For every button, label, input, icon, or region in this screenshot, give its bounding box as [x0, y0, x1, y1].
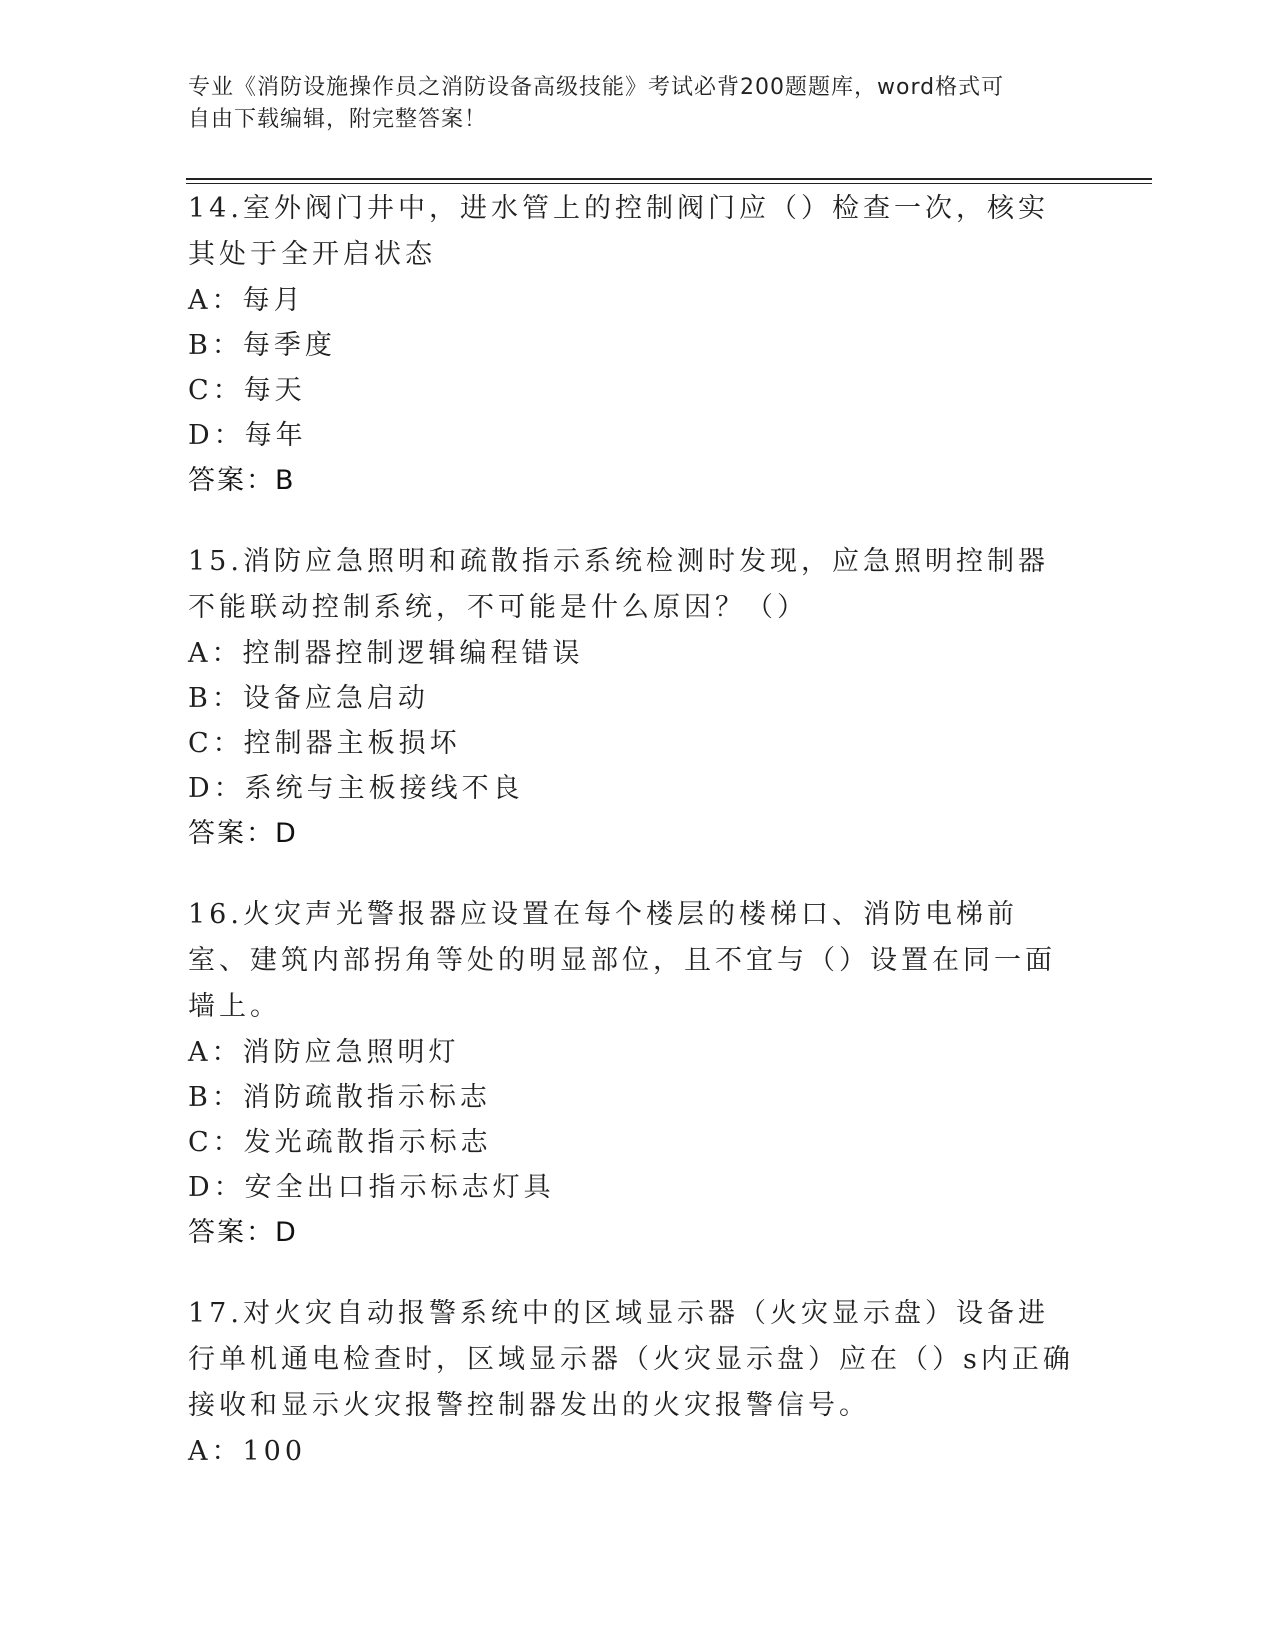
- header-divider-thick: [186, 178, 1152, 180]
- question-15: [188, 539, 1078, 857]
- question-stem: 17.对火灾自动报警系统中的区域显示器（火灾显示盘）设备进行单机通电检查时，区域显示器（火灾显示盘）应在（）s内正确接收和显示火灾报警控制器发出的火灾报警信号。: [188, 1298, 1074, 1421]
- option-d: D：每年: [188, 420, 307, 451]
- answer-line: 答案：D: [188, 818, 298, 849]
- option-a: A：消防应急照明灯: [188, 1037, 460, 1068]
- question-stem: 16.火灾声光警报器应设置在每个楼层的楼梯口、消防电梯前室、建筑内部拐角等处的明显部位，且不宜与（）设置在同一面墙上。: [188, 899, 1056, 1022]
- option-c: C：发光疏散指示标志: [188, 1127, 492, 1158]
- question-17: [188, 1291, 1078, 1474]
- option-b: B：消防疏散指示标志: [188, 1082, 491, 1113]
- option-c: C：控制器主板损坏: [188, 728, 461, 759]
- option-a: A：每月: [188, 285, 305, 316]
- option-d: D：安全出口指示标志灯具: [188, 1172, 555, 1203]
- header-line-2: 自由下载编辑，附完整答案！: [188, 107, 488, 132]
- question-stem: 14.室外阀门井中，进水管上的控制阀门应（）检查一次，核实其处于全开启状态: [188, 193, 1049, 270]
- question-stem: 15.消防应急照明和疏散指示系统检测时发现，应急照明控制器不能联动控制系统，不可能是什么原因？（）: [188, 546, 1049, 623]
- header-line-1: 专业《消防设施操作员之消防设备高级技能》考试必背200题题库，word格式可: [188, 75, 1005, 100]
- answer-line: 答案：D: [188, 1217, 298, 1248]
- question-list: [188, 186, 1078, 1509]
- option-b: B：每季度: [188, 330, 336, 361]
- header-divider-thin: [186, 183, 1152, 184]
- question-16: [188, 892, 1078, 1256]
- answer-line: 答案：B: [188, 465, 296, 496]
- option-d: D：系统与主板接线不良: [188, 773, 524, 804]
- option-c: C：每天: [188, 375, 306, 406]
- option-a: A：控制器控制逻辑编程错误: [188, 638, 584, 669]
- option-b: B：设备应急启动: [188, 683, 429, 714]
- option-a: A：100: [188, 1436, 307, 1467]
- document-header: [188, 72, 1068, 136]
- question-14: [188, 186, 1078, 504]
